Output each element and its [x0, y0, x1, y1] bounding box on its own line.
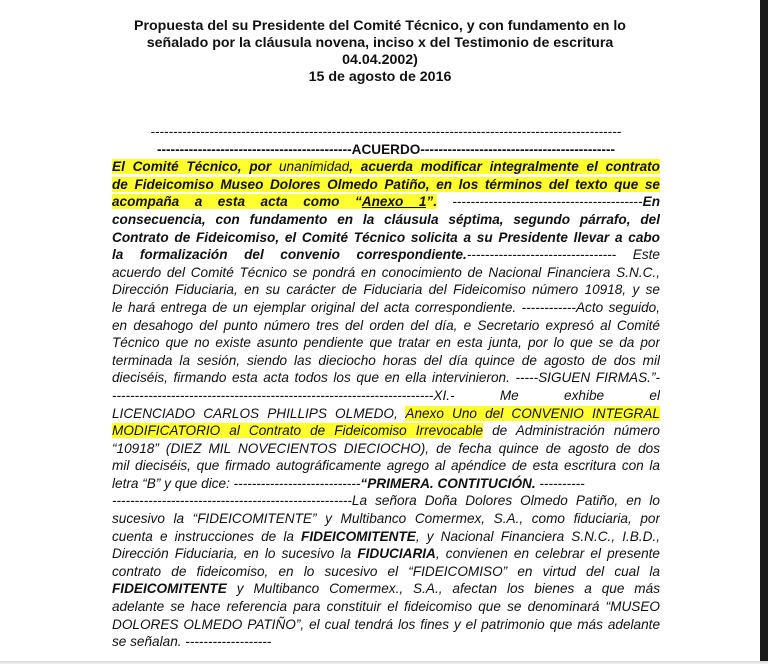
dash-filler: ------------------------------------------- [420, 141, 616, 157]
text-line: terminada la sesión, siendo las dieciocho horas del día quince de agosto de dos mil [112, 352, 660, 368]
highlighted-text: Anexo Uno del CONVENIO INTEGRAL [405, 405, 660, 421]
highlighted-text: El Comité Técnico, por [112, 159, 279, 175]
primera-clause-heading: “PRIMERA. CONTITUCIÓN. [360, 475, 536, 491]
text-fragment: letra “B” y que dice: ---------------------------- [112, 475, 361, 491]
document-body [112, 123, 660, 651]
text-fragment: y Multibanco Comermex., S.A., afectan los bienes a que más [226, 581, 660, 597]
text-line: contrato de fideicomiso, en lo sucesivo el “FIDEICOMISO” en virtud del cual la [112, 563, 660, 579]
text-line [112, 422, 660, 440]
highlighted-text: de Fideicomiso Museo Dolores Olmedo Patiño, en los términos del texto que se [112, 176, 660, 192]
text-line [112, 616, 660, 634]
highlighted-text: “ [355, 194, 362, 210]
text-line [112, 193, 660, 211]
acuerdo-heading: ACUERDO [351, 141, 421, 157]
text-fragment: la formalización del convenio correspondiente. [112, 247, 467, 263]
text-line: Dirección Fiduciaria, en su carácter de Fiduciaria del Fideicomiso número 10918, y se [112, 282, 660, 298]
header-line-date: 15 de agosto de 2016 [308, 69, 452, 85]
dash-filler: ---------- [535, 475, 585, 491]
text-fragment: cuenta e instrucciones de la [112, 528, 302, 544]
text-line: Técnico que no existe asunto pendiente que tratar en esta junta, por lo que se da por [112, 335, 660, 351]
dash-filler: ------------------- [181, 634, 272, 650]
highlighted-text: unanimidad [278, 159, 350, 175]
text-fragment: , el cual tendrá los fines y el patrimonio que más adelante [300, 616, 660, 632]
text-fragment: Dirección Fiduciaria, en lo sucesivo la [112, 546, 358, 562]
dash-filler: --------------------------------- [466, 247, 617, 263]
highlighted-text: ”. [426, 194, 437, 210]
dash-filler: ------------------------------------------- [156, 141, 352, 157]
text-line: mil dieciséis, que firmado autográficamente agrego al apéndice de esta escritura con la [112, 458, 660, 474]
text-fragment: FIDUCIARIA [357, 546, 436, 562]
text-line: Contrato de Fideicomiso, el Comité Técnico solicita a su Presidente llevar a cabo [112, 229, 660, 245]
text-fragment: se señalan. [112, 634, 182, 650]
text-line: -----------------------------------------------------------------------XI.- Me exhibe el [112, 387, 660, 403]
text-fragment: LICENCIADO CARLOS PHILLIPS OLMEDO, [112, 405, 406, 421]
text-fragment: FIDEICOMITENTE [112, 581, 227, 597]
anexo-1-reference: Anexo 1 [361, 194, 427, 210]
text-line [112, 176, 660, 194]
highlighted-text: MODIFICATORIO al Contrato de Fideicomiso Irrevocable [112, 423, 484, 439]
text-fragment: DOLORES OLMEDO PATIÑO” [112, 616, 301, 632]
header-line-3: 04.04.2002) [342, 52, 418, 68]
text-line: consecuencia, con fundamento en la cláusula séptima, segundo párrafo, del [112, 211, 660, 227]
text-line: adelante se hace referencia para constituir el fideicomiso que se denominará “MUSEO [112, 599, 660, 615]
text-line [112, 580, 660, 598]
text-line [112, 158, 660, 176]
text-fragment: de Administración número [483, 423, 660, 439]
text-fragment: Este [616, 247, 660, 263]
text-fragment: FIDEICOMITENTE [301, 528, 416, 544]
highlighted-text: acompaña a esta acta como [112, 194, 355, 210]
text-line [112, 405, 660, 423]
header-line-2: señalado por la cláusula novena, inciso x del Testimonio de escritura [146, 35, 614, 51]
highlighted-text: , acuerda modificar integralmente el contrato [349, 159, 660, 175]
document-header [100, 18, 660, 86]
text-line: sucesivo la “FIDEICOMITENTE” y Multibanco Comermex, S.A., como fiduciaria, por [112, 511, 660, 527]
text-line [112, 633, 660, 651]
text-line: acuerdo del Comité Técnico se pondrá en conocimiento de Nacional Financiera S.N.C., [112, 264, 660, 280]
dash-filler: ------------------------------------------ [436, 194, 643, 210]
text-line [112, 475, 660, 493]
text-line [112, 528, 660, 546]
text-line: “10918” (DIEZ MIL NOVECIENTOS DIECIOCHO), de fecha quince de agosto de dos [112, 440, 660, 456]
text-line: dieciséis, firmando esta acta todos los que en ella intervinieron. -----SIGUEN FIRMAS.”- [112, 370, 660, 386]
scan-right-edge [760, 0, 768, 664]
text-fragment: , convienen en celebrar el presente [435, 546, 660, 562]
text-line [112, 246, 660, 264]
text-fragment: En [642, 194, 660, 210]
text-fragment: , y Nacional Financiera S.N.C., I.B.D., [415, 528, 660, 544]
text-line: le hará entrega de un ejemplar original del acta correspondiente. ------------Acto seguido, [112, 299, 660, 315]
separator-line: -------------------------------------------------------------------------------------------------------- [150, 124, 622, 139]
text-line: en desahogo del punto número tres del orden del día, e Secretario expresó al Comité [112, 317, 660, 333]
acuerdo-heading-line [112, 141, 660, 159]
text-line [112, 545, 660, 563]
header-line-1: Propuesta del su Presidente del Comité Técnico, y con fundamento en lo [134, 18, 626, 34]
text-line: -----------------------------------------------------La señora Doña Dolores Olmedo Patiño, en lo [112, 493, 660, 509]
